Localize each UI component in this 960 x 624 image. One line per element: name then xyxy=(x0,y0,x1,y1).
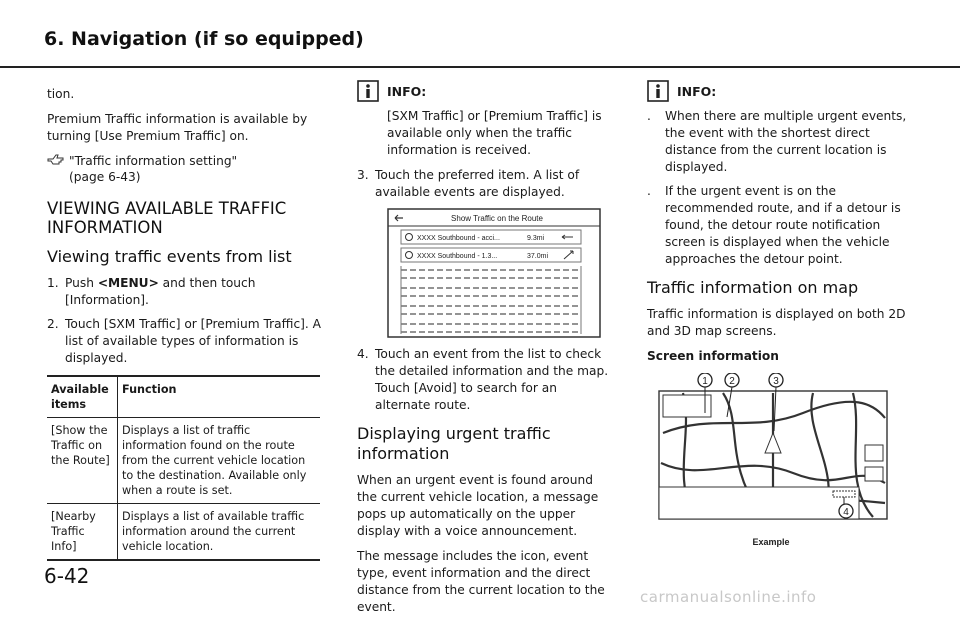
subsection-heading: Viewing traffic events from list xyxy=(47,247,292,266)
info-text: [SXM Traffic] or [Premium Traffic] is available only when the traffic information is received. xyxy=(387,109,602,157)
paragraph: The message includes the icon, event type, event information and the direct distance from the current location to the event. xyxy=(357,549,605,614)
info-heading: INFO: xyxy=(357,80,615,102)
column-2 xyxy=(357,80,615,624)
subsection-heading: Traffic information on map xyxy=(647,278,859,297)
svg-text:3: 3 xyxy=(773,376,779,387)
table-header-cell: Available items xyxy=(47,376,118,418)
traffic-list-distance: 37.0mi xyxy=(527,253,549,260)
info-icon xyxy=(357,80,379,102)
column-1 xyxy=(47,86,322,561)
screen-title: Show Traffic on the Route xyxy=(451,214,543,223)
step-3: 3. Touch the preferred item. A list of available events are displayed. xyxy=(357,168,580,199)
table-row: [Show the Traffic on the Route] Displays a list of traffic information found on the route from the current vehicle location to the destination. Available only when a route is set. xyxy=(47,418,320,504)
paragraph: Premium Traffic information is available by turning [Use Premium Traffic] on. xyxy=(47,112,308,143)
column-3 xyxy=(647,80,915,551)
reference-text: "Traffic information setting" xyxy=(69,154,238,168)
table-header-cell: Function xyxy=(122,383,177,396)
illustration-caption: Example xyxy=(752,537,790,547)
svg-text:4: 4 xyxy=(843,507,849,518)
paragraph-bold: Screen information xyxy=(647,349,779,363)
page-header-title: 6. Navigation (if so equipped) xyxy=(44,28,364,50)
svg-text:2: 2 xyxy=(729,376,735,387)
info-icon xyxy=(647,80,669,102)
traffic-list-distance: 9.3mi xyxy=(527,235,545,242)
subsection-heading: Displaying urgent traffic information xyxy=(357,424,551,463)
paragraph: tion. xyxy=(47,87,75,101)
info-bullet: . If the urgent event is on the recommended route, and if a detour is found, the detour route notification screen is displayed when the vehicle approaches the detour point. xyxy=(647,184,901,266)
traffic-list-item: XXXX Southbound - 1.3... xyxy=(417,253,498,260)
reference-hand-icon xyxy=(47,153,69,185)
info-bullet: . When there are multiple urgent events, the event with the shortest direct distance from the current location is displayed. xyxy=(647,109,907,174)
watermark: carmanualsonline.info xyxy=(640,588,817,606)
traffic-list-item: XXXX Southbound - acci... xyxy=(417,235,500,242)
page-reference[interactable] xyxy=(47,153,322,185)
paragraph: Traffic information is displayed on both 2D and 3D map screens. xyxy=(647,307,906,338)
table-row: [Nearby Traffic Info] Displays a list of available traffic information around the current vehicle location. xyxy=(47,504,320,561)
info-heading: INFO: xyxy=(647,80,915,102)
step-1: 1. Push <MENU> and then touch [Information]. xyxy=(47,276,256,307)
step-2: 2. Touch [SXM Traffic] or [Premium Traffic]. A list of available types of information is displayed. xyxy=(47,317,321,365)
traffic-list-screen-illustration xyxy=(387,208,601,338)
menu-key-label: <MENU> xyxy=(97,276,159,290)
step-4: 4. Touch an event from the list to check the detailed information and the map. Touch [Avoid] to search for an alternate route. xyxy=(357,347,609,412)
function-table xyxy=(47,375,320,561)
paragraph: When an urgent event is found around the current vehicle location, a message pops up automatically on the upper display with a voice announcement. xyxy=(357,473,599,538)
page-number: 6-42 xyxy=(44,564,90,588)
reference-page: (page 6-43) xyxy=(69,170,141,184)
traffic-map-illustration xyxy=(653,373,903,551)
header-rule xyxy=(0,66,960,68)
section-heading: VIEWING AVAILABLE TRAFFIC INFORMATION xyxy=(47,199,287,237)
svg-text:1: 1 xyxy=(702,376,708,387)
